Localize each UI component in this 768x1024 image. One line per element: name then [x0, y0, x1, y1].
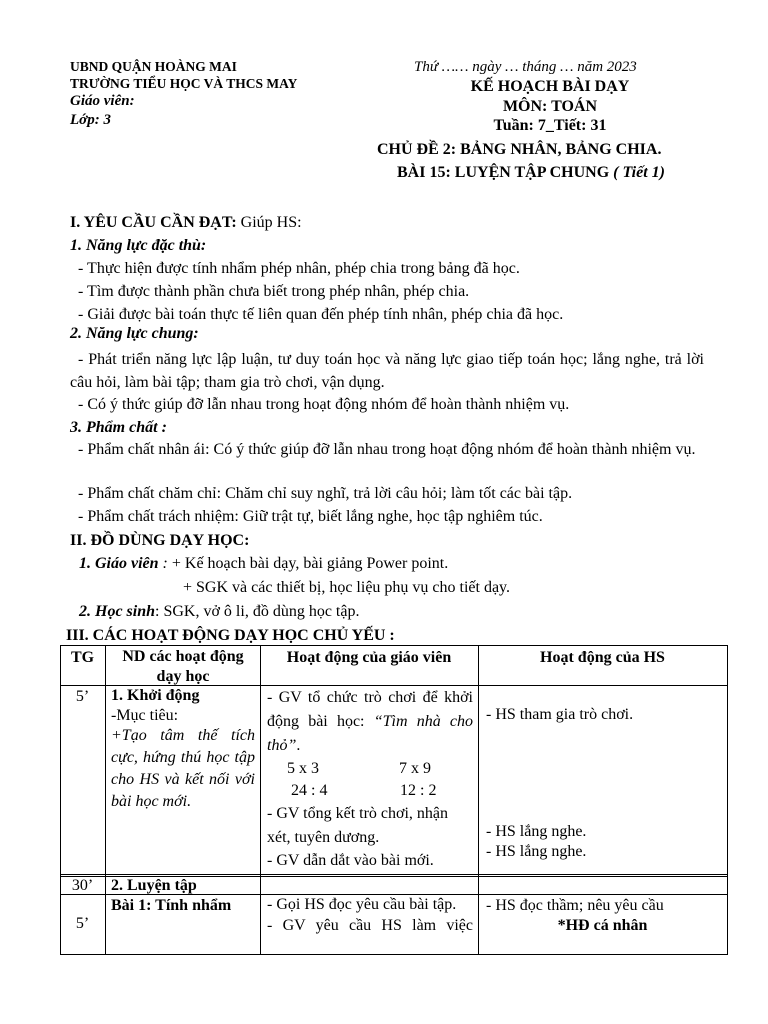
section-2-title: II. ĐỒ DÙNG DẠY HỌC:	[70, 532, 250, 549]
header-tg: TG	[70, 649, 95, 666]
calc-2: 7 x 9	[399, 760, 431, 777]
sub-1-item-3: - Giải được bài toán thực tế liên quan đến phép tính nhân, phép chia đã học.	[78, 306, 564, 323]
student-materials-text: : SGK, vở ô li, đồ dùng học tập.	[155, 603, 360, 620]
table-border	[727, 645, 728, 955]
row-3-teacher	[267, 895, 473, 937]
sub-3-item-3: - Phẩm chất trách nhiệm: Giữ trật tự, biết lắng nghe, học tập nghiêm túc.	[78, 508, 543, 525]
row-1-teacher	[267, 686, 473, 872]
row-1-student-listen-2: - HS lắng nghe.	[486, 843, 587, 860]
sub-2-item-2: - Có ý thức giúp đỡ lẫn nhau trong hoạt động nhóm để hoàn thành nhiệm vụ.	[78, 396, 570, 413]
row-1-calculations	[267, 758, 473, 802]
topic-title: CHỦ ĐỀ 2: BẢNG NHÂN, BẢNG CHIA.	[377, 141, 662, 158]
table-border	[60, 954, 728, 955]
row-1-student-listen-1: - HS lắng nghe.	[486, 823, 587, 840]
sub-3-item-2: - Phẩm chất chăm chỉ: Chăm chỉ suy nghĩ, trả lời câu hỏi; làm tốt các bài tập.	[78, 485, 573, 502]
sub-1-title: 1. Năng lực đặc thù:	[70, 237, 207, 254]
row-3-student-1: - HS đọc thầm; nêu yêu cầu	[486, 897, 664, 914]
calc-3: 24 : 4	[291, 782, 328, 799]
row-2-title: 2. Luyện tập	[111, 877, 197, 894]
row-3-title: Bài 1: Tính nhẩm	[111, 897, 232, 914]
date-line: Thứ …… ngày … tháng … năm 2023	[414, 59, 637, 75]
district-name: UBND QUẬN HOÀNG MAI	[70, 59, 237, 74]
sub-1-item-2: - Tìm được thành phần chưa biết trong phép nhân, phép chia.	[78, 283, 470, 300]
header-student: Hoạt động của HS	[540, 649, 665, 666]
row-3-teacher-1: - Gọi HS đọc yêu cầu bài tập.	[267, 896, 457, 913]
row-3-teacher-2: - GV yêu cầu HS làm việc	[267, 917, 473, 934]
table-border	[260, 645, 261, 955]
row-1-teacher-intro-text: - GV tổ chức trò chơi để khởi động bài học:	[267, 689, 473, 730]
lesson-period: ( Tiết 1)	[609, 164, 665, 181]
subject-title: MÔN: TOÁN	[502, 98, 598, 115]
row-1-content	[111, 686, 255, 813]
student-materials-line	[79, 603, 359, 621]
row-1-title: 1. Khởi động	[111, 687, 200, 704]
row-3-student-2: *HĐ cá nhân	[557, 917, 648, 934]
row-1-goal-text: +Tạo tâm thế tích cực, hứng thú học tập cho HS và kết nối với bài học mới.	[111, 727, 255, 810]
teacher-materials-item-1: + Kế hoạch bài dạy, bài giảng Power point.	[171, 555, 449, 572]
teacher-label: Giáo viên:	[70, 93, 135, 109]
table-border	[105, 645, 106, 955]
row-2-time: 30’	[71, 877, 94, 894]
section-1-heading	[70, 214, 302, 232]
row-1-teacher-lead: - GV dẫn dắt vào bài mới.	[267, 852, 434, 869]
sub-1-item-1: - Thực hiện được tính nhẩm phép nhân, phép chia trong bảng đã học.	[78, 260, 520, 277]
calc-1: 5 x 3	[287, 760, 319, 777]
activities-table	[60, 645, 728, 955]
sub-3-item-1: - Phẩm chất nhân ái: Có ý thức giúp đỡ lẫn nhau trong hoạt động nhóm để hoàn thành nhiệm vụ.	[78, 441, 696, 458]
table-border	[60, 645, 728, 646]
row-1-time: 5’	[75, 688, 90, 705]
teacher-materials-item-2: + SGK và các thiết bị, học liệu phụ vụ cho tiết dạy.	[183, 579, 511, 596]
sub-3-title: 3. Phẩm chất :	[70, 419, 167, 436]
section-1-title: I. YÊU CẦU CẦN ĐẠT:	[70, 214, 237, 231]
section-3-title: III. CÁC HOẠT ĐỘNG DẠY HỌC CHỦ YẾU :	[66, 627, 395, 644]
row-1-goal-label: -Mục tiêu:	[111, 707, 179, 724]
sub-2-title: 2. Năng lực chung:	[70, 325, 199, 342]
table-border	[478, 645, 479, 955]
row-1-teacher-summary: - GV tổng kết trò chơi, nhận xét, tuyên dương.	[267, 805, 449, 846]
plan-title: KẾ HOẠCH BÀI DẠY	[470, 78, 630, 95]
row-1-game-name: “Tìm nhà cho thỏ”	[267, 713, 474, 754]
row-3-time: 5’	[75, 915, 90, 932]
teacher-materials-label: 1. Giáo viên	[79, 555, 159, 572]
teacher-materials-line-1	[79, 555, 448, 573]
section-1-suffix: Giúp HS:	[236, 214, 302, 231]
row-1-teacher-intro	[267, 686, 473, 758]
sub-2-item-1: - Phát triển năng lực lập luận, tư duy toán học và năng lực giao tiếp toán học; lắng nghe, trả lời câu hỏi, làm bài tập; tham gia trò chơi, vận dụng.	[70, 351, 704, 391]
school-name: TRƯỜNG TIỂU HỌC VÀ THCS MAY	[70, 76, 298, 91]
row-1-intro-dot: .	[296, 737, 301, 754]
student-materials-label: 2. Học sinh	[79, 603, 156, 620]
lesson-name: BÀI 15: LUYỆN TẬP CHUNG	[397, 164, 610, 181]
calc-4: 12 : 2	[400, 782, 437, 799]
lesson-title	[397, 164, 665, 182]
header-teacher: Hoạt động của giáo viên	[286, 649, 452, 666]
row-1-student-play: - HS tham gia trò chơi.	[486, 706, 634, 723]
week-period: Tuần: 7_Tiết: 31	[493, 117, 607, 134]
class-label: Lớp: 3	[70, 112, 111, 128]
header-content: ND các hoạt động dạy học	[122, 648, 244, 685]
teacher-materials-sep: :	[158, 555, 172, 572]
